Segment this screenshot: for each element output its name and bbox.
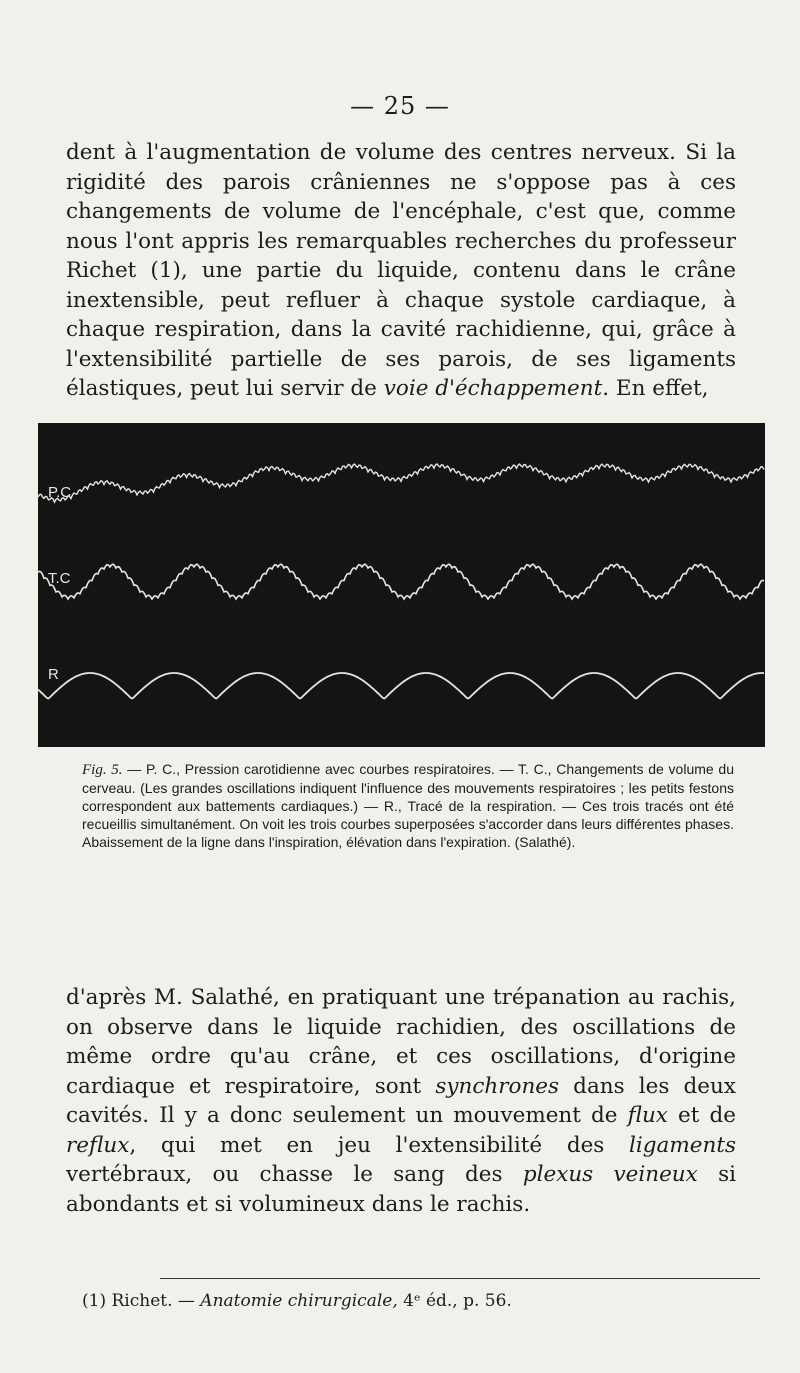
paragraph-top bbox=[66, 138, 736, 404]
footnote bbox=[82, 1290, 762, 1312]
emphasis-plexus-veineux: plexus veineux bbox=[522, 1162, 698, 1187]
emphasis-voie-echappement: voie d'échappement bbox=[383, 376, 603, 401]
paragraph-top-text-1: dent à l'augmentation de volume des centres nerveux. Si la rigidité des parois crâniennes ne s'oppose pas à ces changements de volume de l'encéphale, c'est que, comme nous l'ont appris les remarquables recherches du professeur Richet (1), une partie du liquide, contenu dans le crâne inextensible, peut refluer à chaque systole cardiaque, à chaque respiration, dans la cavité rachidienne, qui, grâce à l'extensibilité partielle de ses parois, de ses ligaments élastiques, peut lui servir de bbox=[66, 140, 736, 401]
emphasis-reflux: reflux bbox=[66, 1132, 130, 1158]
emphasis-ligaments: ligaments bbox=[629, 1132, 736, 1158]
page-number: — 25 — bbox=[350, 92, 450, 120]
paragraph-bottom bbox=[66, 983, 736, 1219]
paragraph-bottom-text-4: , qui met en jeu l'extensibilité des bbox=[129, 1132, 630, 1158]
footnote-rule bbox=[160, 1278, 760, 1279]
footnote-book-title: Anatomie chirurgicale, bbox=[200, 1291, 398, 1311]
footnote-text-2: 4ᵉ éd., p. 56. bbox=[397, 1291, 512, 1311]
paragraph-bottom-text-3: et de bbox=[667, 1103, 736, 1128]
caption-text: — P. C., Pression carotidienne avec courbes respiratoires. — T. C., Changements de volume du cerveau. (Les grandes oscillations indiquent l'influence des mouvements respiratoires ; les petits festons correspondent aux battements cardiaques.) — R., Tracé de la respiration. — Ces trois tracés ont été recueillis simultanément. On voit les trois courbes superposées s'accorder dans leurs différentes phases. Abaissement de la ligne dans l'inspiration, élévation dans l'expiration. (Salathé). bbox=[82, 761, 734, 850]
paragraph-top-text-2: . En effet, bbox=[602, 376, 709, 401]
paragraph-bottom-text-6: si abondants et si volumineux dans le rachis. bbox=[66, 1162, 736, 1217]
paragraph-bottom-text-2: dans les deux cavités. Il y a donc seulement un mouvement de bbox=[66, 1073, 736, 1128]
tracings-svg bbox=[38, 423, 765, 747]
paragraph-bottom-text-1: d'après M. Salathé, en pratiquant une trépanation au rachis, on observe dans le liquide rachidien, des oscillations de même ordre qu'au crâne, et ces oscillations, d'origine cardiaque et respiratoire, sont bbox=[66, 985, 736, 1099]
figure-tracings bbox=[38, 423, 765, 747]
paragraph-bottom-text-5: vertébraux, ou chasse le sang des bbox=[66, 1162, 523, 1187]
figure-number: Fig. 5. bbox=[82, 762, 123, 778]
footnote-text-1: (1) Richet. — bbox=[82, 1291, 201, 1311]
label-tc: T.C bbox=[48, 570, 71, 587]
emphasis-flux: flux bbox=[627, 1103, 668, 1128]
figure-caption bbox=[82, 760, 734, 851]
label-pc: P.C bbox=[48, 484, 72, 501]
figure-background bbox=[38, 423, 765, 747]
label-r: R bbox=[48, 666, 59, 683]
emphasis-synchrones: synchrones bbox=[435, 1073, 560, 1099]
